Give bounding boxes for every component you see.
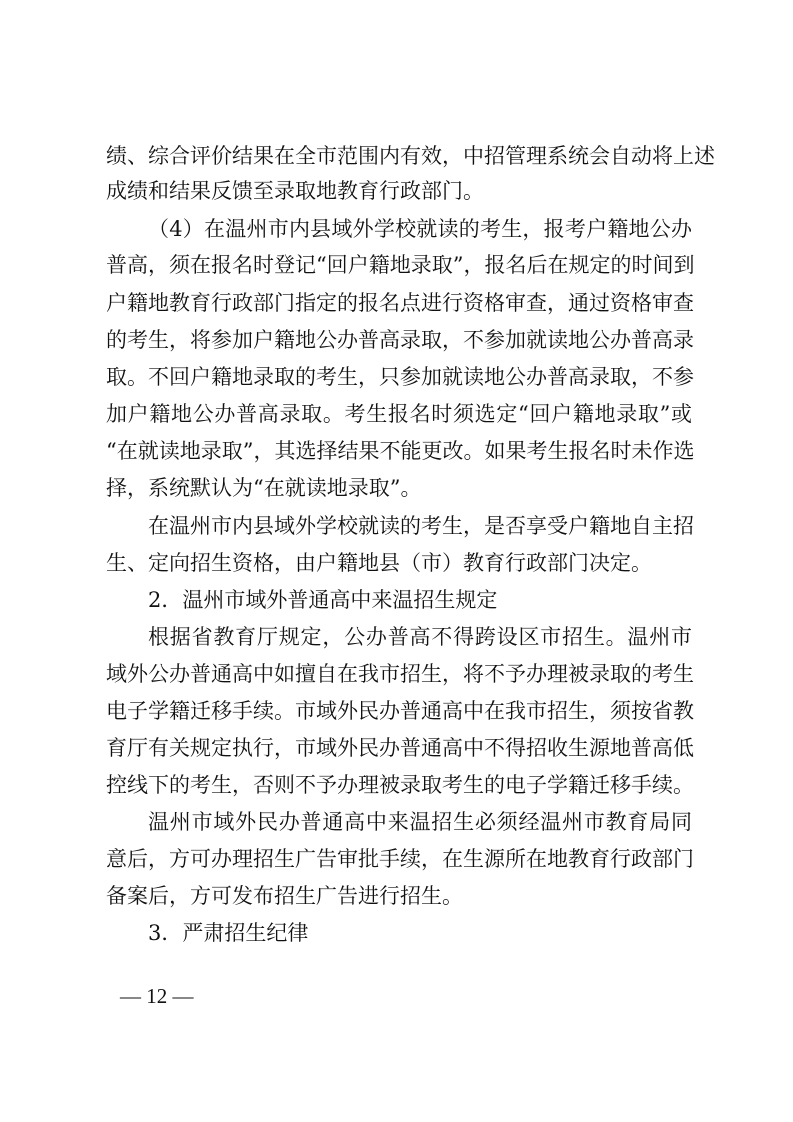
body-line: 的考生，将参加户籍地公办普高录取，不参加就读地公办普高录: [106, 328, 694, 352]
body-line: 备案后，方可发布招生广告进行招生。: [106, 884, 463, 908]
body-line: 普高，须在报名时登记“回户籍地录取”，报名后在规定的时间到: [106, 253, 695, 277]
body-line: “在就读地录取”，其选择结果不能更改。如果考生报名时未作选: [106, 439, 695, 463]
paragraph-first-line: 在温州市内县域外学校就读的考生，是否享受户籍地自主招: [148, 514, 694, 538]
body-line: 加户籍地公办普高录取。考生报名时须选定“回户籍地录取”或: [106, 402, 692, 426]
page-number: — 12 —: [120, 984, 194, 1008]
body-line: 控线下的考生，否则不予办理被录取考生的电子学籍迁移手续。: [106, 773, 694, 797]
section-heading: 2．温州市域外普通高中来温招生规定: [148, 588, 498, 612]
body-line: 绩、综合评价结果在全市范围内有效，中招管理系统会自动将上述: [106, 144, 715, 168]
paragraph-first-line: 温州市域外民办普通高中来温招生必须经温州市教育局同: [148, 810, 692, 834]
paragraph-first-line: （4）在温州市内县域外学校就读的考生，报考户籍地公办: [148, 217, 692, 241]
body-line: 择，系统默认为“在就读地录取”。: [106, 476, 422, 500]
body-line: 取。不回户籍地录取的考生，只参加就读地公办普高录取，不参: [106, 365, 694, 389]
body-line: 育厅有关规定执行，市域外民办普通高中不得招收生源地普高低: [106, 736, 694, 760]
body-line: 域外公办普通高中如擅自在我市招生，将不予办理被录取的考生: [106, 662, 694, 686]
section-heading: 3．严肃招生纪律: [148, 921, 309, 945]
body-line: 户籍地教育行政部门指定的报名点进行资格审查，通过资格审查: [106, 291, 694, 315]
body-line: 成绩和结果反馈至录取地教育行政部门。: [106, 179, 484, 203]
body-line: 生、定向招生资格，由户籍地县（市）教育行政部门决定。: [106, 551, 652, 575]
body-line: 意后，方可办理招生广告审批手续，在生源所在地教育行政部门: [106, 847, 694, 871]
body-line: 电子学籍迁移手续。市域外民办普通高中在我市招生，须按省教: [106, 699, 694, 723]
paragraph-first-line: 根据省教育厅规定，公办普高不得跨设区市招生。温州市: [148, 625, 692, 649]
